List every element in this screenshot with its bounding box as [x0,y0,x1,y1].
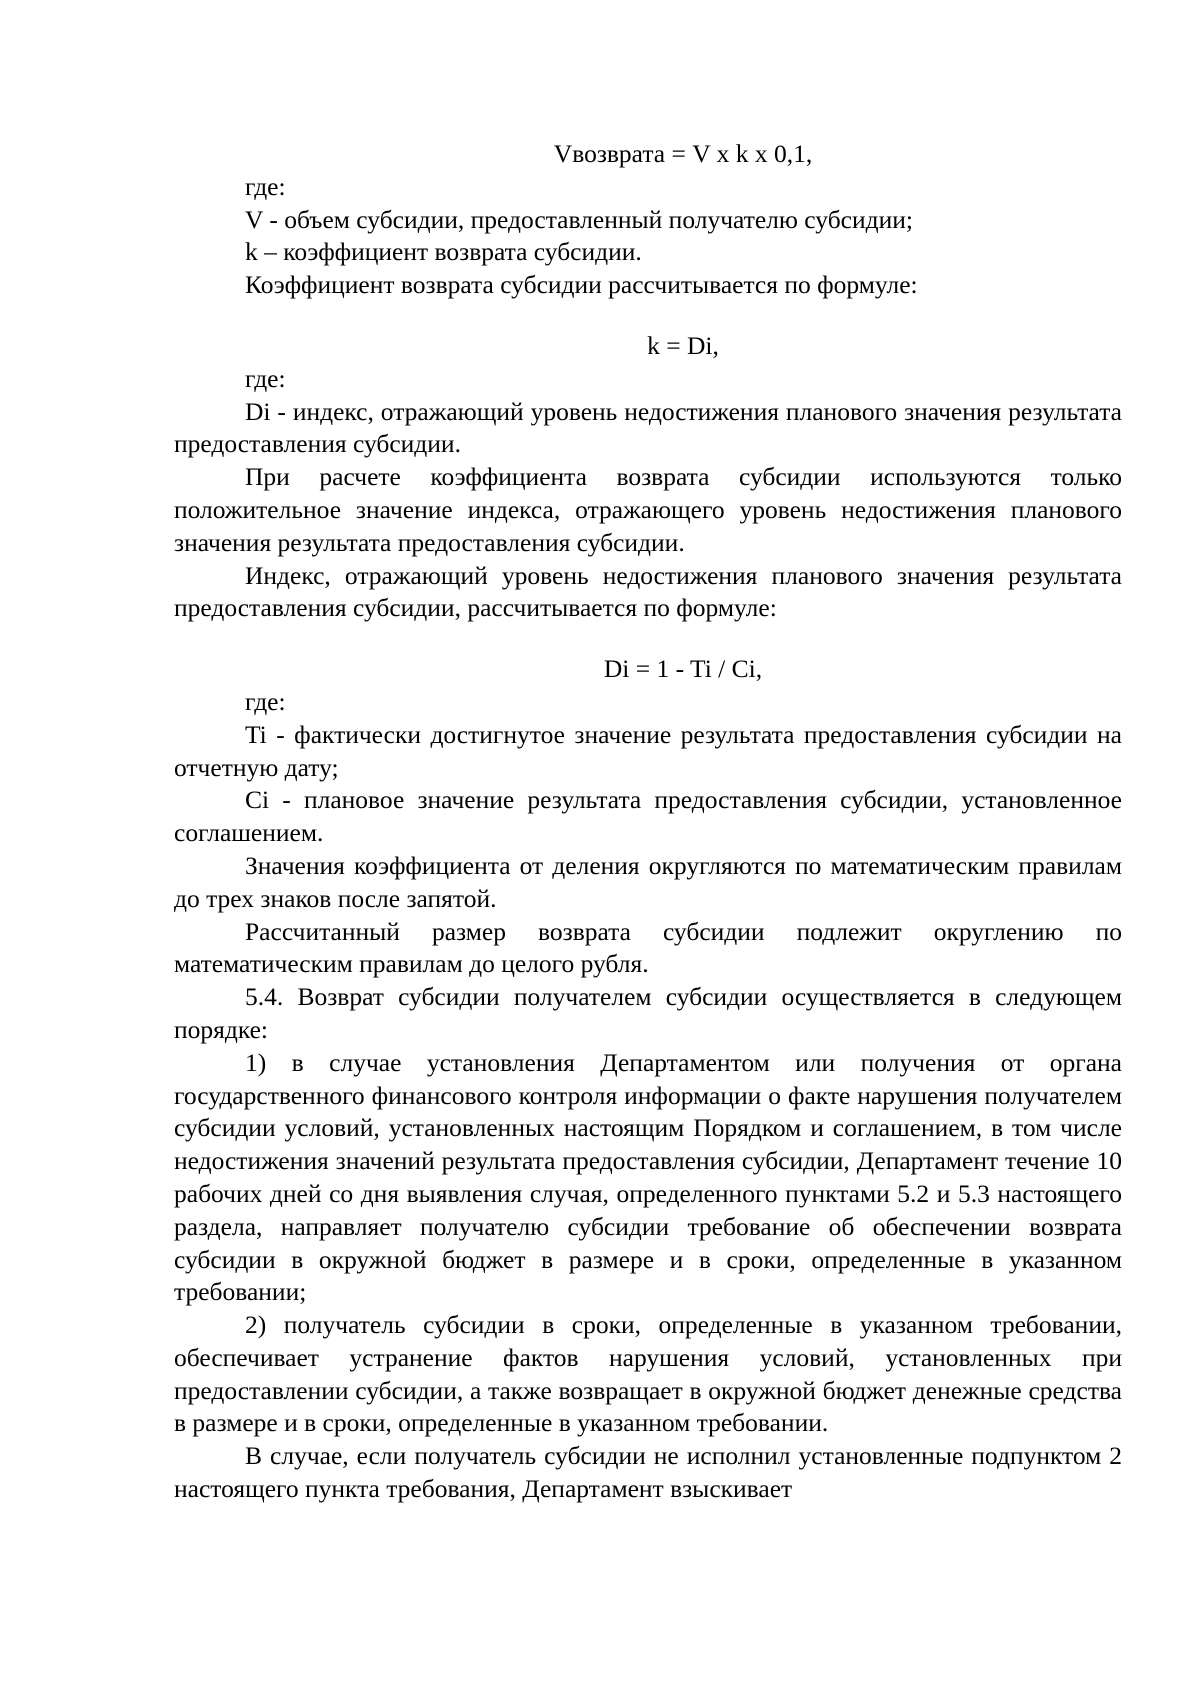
definition-ti: Ti - фактически достигнутое значение результата предоставления субсидии на отчетную дату; [174,719,1122,782]
paragraph-rounding-sum: Рассчитанный размер возврата субсидии подлежит округлению по математическим правилам до целого рубля. [174,916,1122,979]
paragraph-index-formula-intro: Индекс, отражающий уровень недостижения планового значения результата предоставления субсидии, рассчитывается по формуле: [174,560,1122,623]
document-page [174,138,1122,1506]
paragraph-5-4: 5.4. Возврат субсидии получателем субсидии осуществляется в следующем порядке: [174,982,1122,1044]
definition-v: V - объем субсидии, предоставленный получателю субсидии; [245,204,913,234]
formula-k: k = Di, [647,330,719,360]
paragraph-rounding-coefficient: Значения коэффициента от деления округляются по математическим правилам до трех знаков после запятой. [174,850,1122,913]
k-formula-intro: Коэффициент возврата субсидии рассчитывается по формуле: [245,270,918,300]
definition-k: k – коэффициент возврата субсидии. [245,237,642,267]
where-label: где: [245,686,286,716]
paragraph-final: В случае, если получатель субсидии не исполнил установленные подпунктом 2 настоящего пункта требования, Департамент взыскивает [174,1441,1122,1504]
where-label: где: [245,363,286,393]
formula-di: Di = 1 - Ti / Ci, [603,654,763,684]
list-item-1: 1) в случае установления Департаментом или получения от органа государственного финансового контроля информации о факте нарушения получателем субсидии условий, установленных настоящим Порядком и соглашением, в том числе недостижения значений результата предоставления субсидии, Департамент течение 10 рабочих дней со дня выявления случая, определенного пунктами 5.2 и 5.3 настоящего раздела, направляет получателю субсидии требование об обеспечении возврата субсидии в окружной бюджет в размере и в сроки, определенные в указанном требовании; [174,1047,1122,1307]
definition-di: Di - индекс, отражающий уровень недостижения планового значения результата предоставления субсидии. [174,396,1122,459]
formula-return-volume: Vвозврата = V x k x 0,1, [553,139,813,168]
where-label: где: [245,171,286,201]
paragraph-positive-index: При расчете коэффициента возврата субсидии используются только положительное значение индекса, отражающего уровень недостижения планового значения результата предоставления субсидии. [174,462,1122,557]
list-item-2: 2) получатель субсидии в сроки, определенные в указанном требовании, обеспечивает устранение фактов нарушения условий, установленных при предоставлении субсидии, а также возвращает в окружной бюджет денежные средства в размере и в сроки, определенные в указанном требовании. [174,1310,1122,1438]
definition-ci: Ci - плановое значение результата предоставления субсидии, установленное соглашением. [174,785,1122,848]
